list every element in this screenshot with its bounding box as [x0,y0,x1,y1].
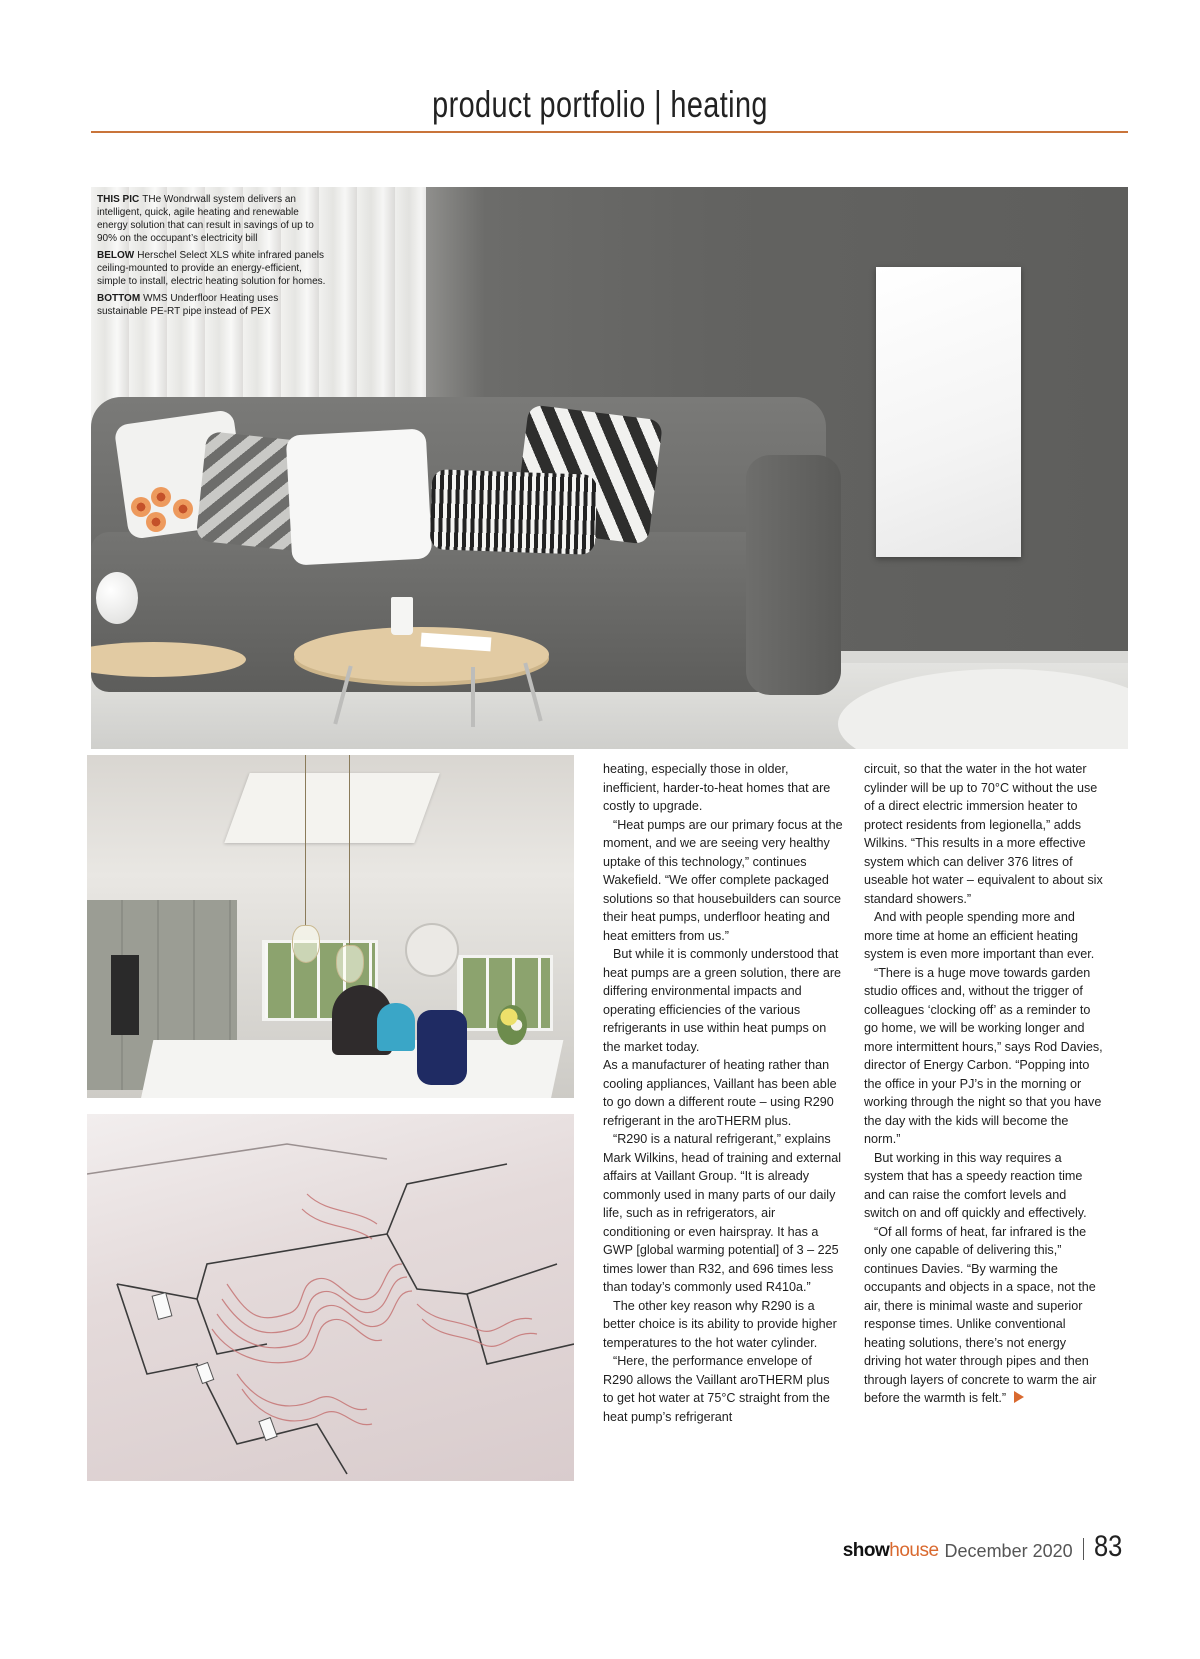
paragraph: As a manufacturer of heating rather than cooling appliances, Vaillant has been able to go down a different route – using R290 refrigerant in the aroTHERM plus. [603,1058,837,1128]
heating-pipe [237,1374,367,1410]
brand-show: show [842,1540,890,1561]
paragraph: “R290 is a natural refrigerant,” explains Mark Wilkins, head of training and external affairs at Vaillant Group. “It is already commonly used in many parts of our daily life, such as in refrigerators, air conditioning or even hairspray. It has a GWP [global warming potential] of 3 – 225 times lower than R32, and 696 times less than today’s commonly used R410a.” [603,1132,841,1294]
pen-cup [391,597,413,635]
caption-text: Herschel Select XLS white infrared panels ceiling-mounted to provide an energy-efficient, simple to install, electric heating solution for homes. [97,250,326,287]
triangle-right-icon [1014,1391,1024,1403]
plan-wall [87,1144,387,1174]
paragraph: heating, especially those in older, inefficient, harder-to-heat homes that are costly to upgrade. [603,762,831,813]
paragraph: But while it is commonly understood that heat pumps are a green solution, there are differing environmental impacts and operating efficiencies of the various refrigerants in use within heat pumps on the market today. [603,947,842,1054]
paragraph: circuit, so that the water in the hot water cylinder will be up to 70°C without the use of a direct electric immersion heater to protect residents from legionella,” adds Wilkins. “This results in a more effective system which can deliver 376 litres of useable hot water – equivalent to about six standard showers.” [864,762,1103,906]
plan-wall [117,1234,557,1299]
page-footer [843,1522,1127,1562]
caption-text: WMS Underfloor Heating uses sustainable PE-RT pipe instead of PEX [97,293,279,317]
cushion-white-centre [286,428,433,565]
kitchen-photo [87,755,574,1098]
plan-manifold [196,1362,213,1383]
body-column-2 [864,760,1104,1408]
caption-bottom [97,292,327,318]
caption-below [97,249,327,288]
paragraph: And with people spending more and more time at home an efficient heating system is even more important than ever. [864,910,1095,961]
body-column-1 [603,760,843,1426]
plan-wall [387,1164,507,1234]
caption-this-pic [97,193,327,245]
caption-lead: THIS PIC [97,194,140,205]
plan-wall [467,1294,574,1364]
chair [417,1010,467,1085]
underfloor-plan-photo [87,1114,574,1481]
paragraph: But working in this way requires a system that has a speedy reaction time and can raise the comfort levels and switch on and off quickly and effectively. [864,1150,1087,1220]
caption-text: THe Wondrwall system delivers an intelligent, quick, agile heating and renewable energy solution that can result in savings of up to 90% on the occupant’s electricity bill [97,194,314,244]
brand-house: house [889,1540,939,1561]
photo-captions [97,193,327,322]
oven [111,955,139,1035]
paragraph-final-text: “Of all forms of heat, far infrared is the only one capable of delivering this,” continues Davies. “By warming the occupants and objects in a space, not the air, there is minimal waste and superior response times. Unlike conventional heating solutions, there’s not energy driving hot water through pipes and then through layers of concrete to warm the air before the warmth is felt.” [864,1224,1097,1405]
heating-pipe [227,1264,402,1318]
plan-manifold [152,1293,172,1320]
pendant-cord [305,755,306,925]
orchid-flower [151,487,171,507]
footer-separator [1083,1538,1084,1560]
sofa-arm [746,455,841,695]
pendant-light [336,945,364,983]
paragraph-final [864,1223,1104,1408]
issue-date: December 2020 [944,1541,1073,1561]
heating-pipe [222,1277,407,1333]
orchid-flower [173,499,193,519]
caption-lead: BOTTOM [97,293,141,304]
heating-pipe [217,1291,412,1348]
page-number: 83 [1093,1530,1122,1563]
vase [96,572,138,624]
pendant-cord [349,755,350,945]
orchid-flower [146,512,166,532]
ceiling-infrared-panel [224,773,439,843]
wall-clock [405,923,459,977]
child-figure [377,1003,415,1051]
caption-lead: BELOW [97,250,135,261]
paragraph: The other key reason why R290 is a better choice is its ability to provide higher temperatures to the hot water cylinder. [603,1298,837,1350]
page-header-title: product portfolio | heating [432,84,768,125]
floor-plan-drawing [87,1114,574,1481]
heating-pipe [422,1319,537,1346]
header-rule [91,131,1128,133]
flower-vase [497,1005,527,1045]
paragraph: “Heat pumps are our primary focus at the moment, and we are seeing very healthy uptake of this technology,” continues Wakefield. “We offer complete packaged solutions so that housebuilders can source their heat pumps, underfloor heating and heat emitters from us.” [603,817,843,943]
pendant-light [292,925,320,963]
infrared-wall-panel [876,267,1021,557]
paragraph: “There is a huge move towards garden studio offices and, without the trigger of colleagues ‘clocking off’ as a reminder to go home, we will be working longer and more intermittent hours,” says Rod Davies, director of Energy Carbon. “Popping into the office in your PJ’s in the morning or working through the night so that you have the day with the kids will become the norm.” [864,965,1103,1146]
heating-pipe [302,1209,372,1239]
heating-pipe [242,1389,372,1425]
table-leg [471,667,475,727]
plan-wall [197,1299,267,1354]
cushion-striped [430,469,598,555]
paragraph: “Here, the performance envelope of R290 allows the Vaillant aroTHERM plus to get hot water at 75°C straight from the heat pump’s refrigerant [603,1354,830,1424]
